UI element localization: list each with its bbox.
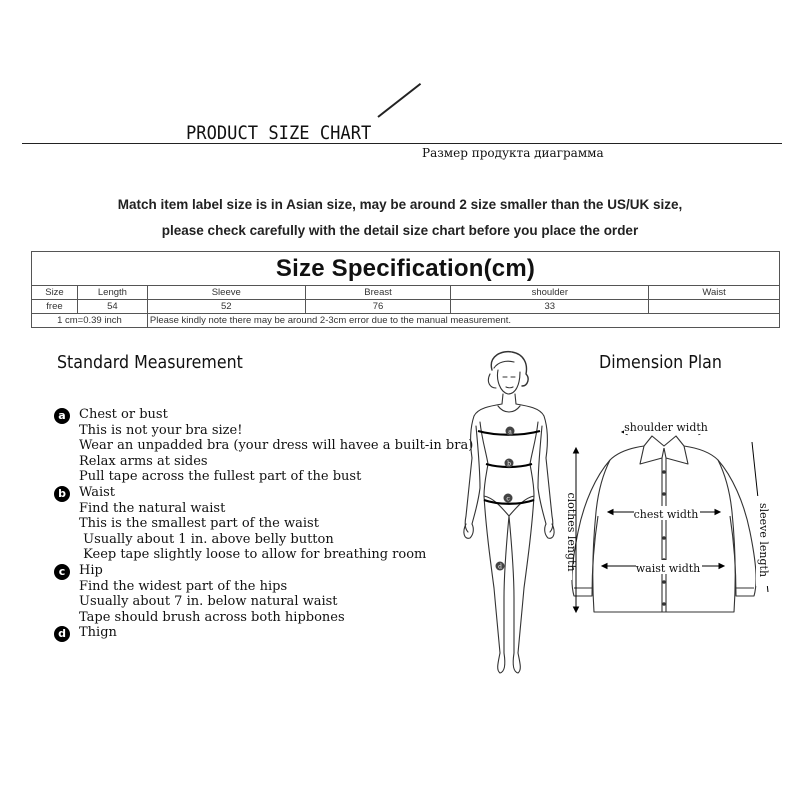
figure-marker-d: [496, 562, 505, 571]
instruction-line: This is not your bra size!: [79, 422, 243, 438]
instruction-line: Usually about 7 in. below natural waist: [79, 594, 338, 610]
figure-marker-c: [504, 494, 513, 503]
clothes-length-label: clothes length: [565, 492, 578, 572]
header-slash-decoration: [377, 83, 421, 118]
chest-section-heading: [54, 407, 484, 423]
table-cell: 52: [147, 300, 305, 314]
size-notice-line-1: Match item label size is in Asian size, may be around 2 size smaller than the US/UK size,: [117, 197, 683, 212]
svg-text:b: b: [507, 460, 511, 468]
figure-marker-a: [506, 427, 515, 436]
section-heading-text: Waist: [79, 484, 116, 500]
waist-width-label: waist width: [635, 562, 701, 575]
dimension-plan-title: Dimension Plan: [599, 352, 722, 373]
shirt-dimension-diagram: [552, 412, 778, 630]
instruction-line: Keep tape slightly loose to allow for breathing room: [79, 547, 427, 563]
badge-d-icon: d: [54, 626, 70, 642]
column-header: Size: [32, 286, 78, 300]
table-cell: [649, 300, 780, 314]
instruction-line: Usually about 1 in. above belly button: [79, 531, 334, 547]
table-cell: 33: [451, 300, 649, 314]
badge-c-icon: c: [54, 564, 70, 580]
instruction-line: Pull tape across the fullest part of the bust: [79, 469, 362, 485]
badge-b-icon: b: [54, 486, 70, 502]
instruction-line: Tape should brush across both hipbones: [79, 609, 345, 625]
column-header: Sleeve: [147, 286, 305, 300]
waist-section-heading: [54, 485, 484, 501]
table-row: [32, 300, 780, 314]
table-cell: 76: [305, 300, 451, 314]
size-notice-line-2: please check carefully with the detail size chart before you place the order: [161, 223, 639, 238]
header-divider: [22, 143, 782, 144]
hip-section-heading: [54, 563, 484, 579]
chart-subtitle-russian: Размер продукта диаграмма: [422, 146, 604, 160]
column-header: Length: [77, 286, 147, 300]
table-header-row: [32, 286, 780, 300]
unit-conversion: 1 cm=0.39 inch: [32, 314, 148, 328]
instruction-line: Wear an unpadded bra (your dress will havee a built-in bra): [79, 438, 474, 454]
size-specification-table: [31, 251, 780, 328]
thigh-section-heading: [54, 625, 484, 641]
instruction-line: Find the widest part of the hips: [79, 578, 288, 594]
table-cell: free: [32, 300, 78, 314]
shoulder-width-label: shoulder width: [624, 421, 708, 434]
standard-measurement-title: Standard Measurement: [57, 352, 243, 373]
instruction-line: This is the smallest part of the waist: [79, 516, 319, 532]
column-header: Breast: [305, 286, 451, 300]
sleeve-length-label: sleeve length: [757, 502, 770, 578]
measurement-error-note: Please kindly note there may be around 2-3cm error due to the manual measurement.: [147, 314, 779, 328]
instruction-line: Find the natural waist: [79, 500, 226, 516]
svg-text:c: c: [506, 495, 510, 503]
svg-text:d: d: [498, 563, 502, 571]
table-cell: 54: [77, 300, 147, 314]
column-header: shoulder: [451, 286, 649, 300]
svg-text:a: a: [508, 428, 512, 436]
figure-marker-b: [505, 459, 514, 468]
table-footer-row: [32, 314, 780, 328]
column-header: Waist: [649, 286, 780, 300]
instruction-line: Relax arms at sides: [79, 453, 208, 469]
section-heading-text: Chest or bust: [79, 407, 168, 422]
section-heading-text: Hip: [79, 562, 103, 578]
table-title: Size Specification(cm): [32, 252, 780, 286]
chest-width-label: chest width: [633, 508, 699, 521]
section-heading-text: Thign: [79, 625, 117, 641]
badge-a-icon: a: [54, 408, 70, 424]
chart-title: PRODUCT SIZE CHART: [186, 122, 372, 144]
measurement-instructions: [54, 407, 484, 641]
